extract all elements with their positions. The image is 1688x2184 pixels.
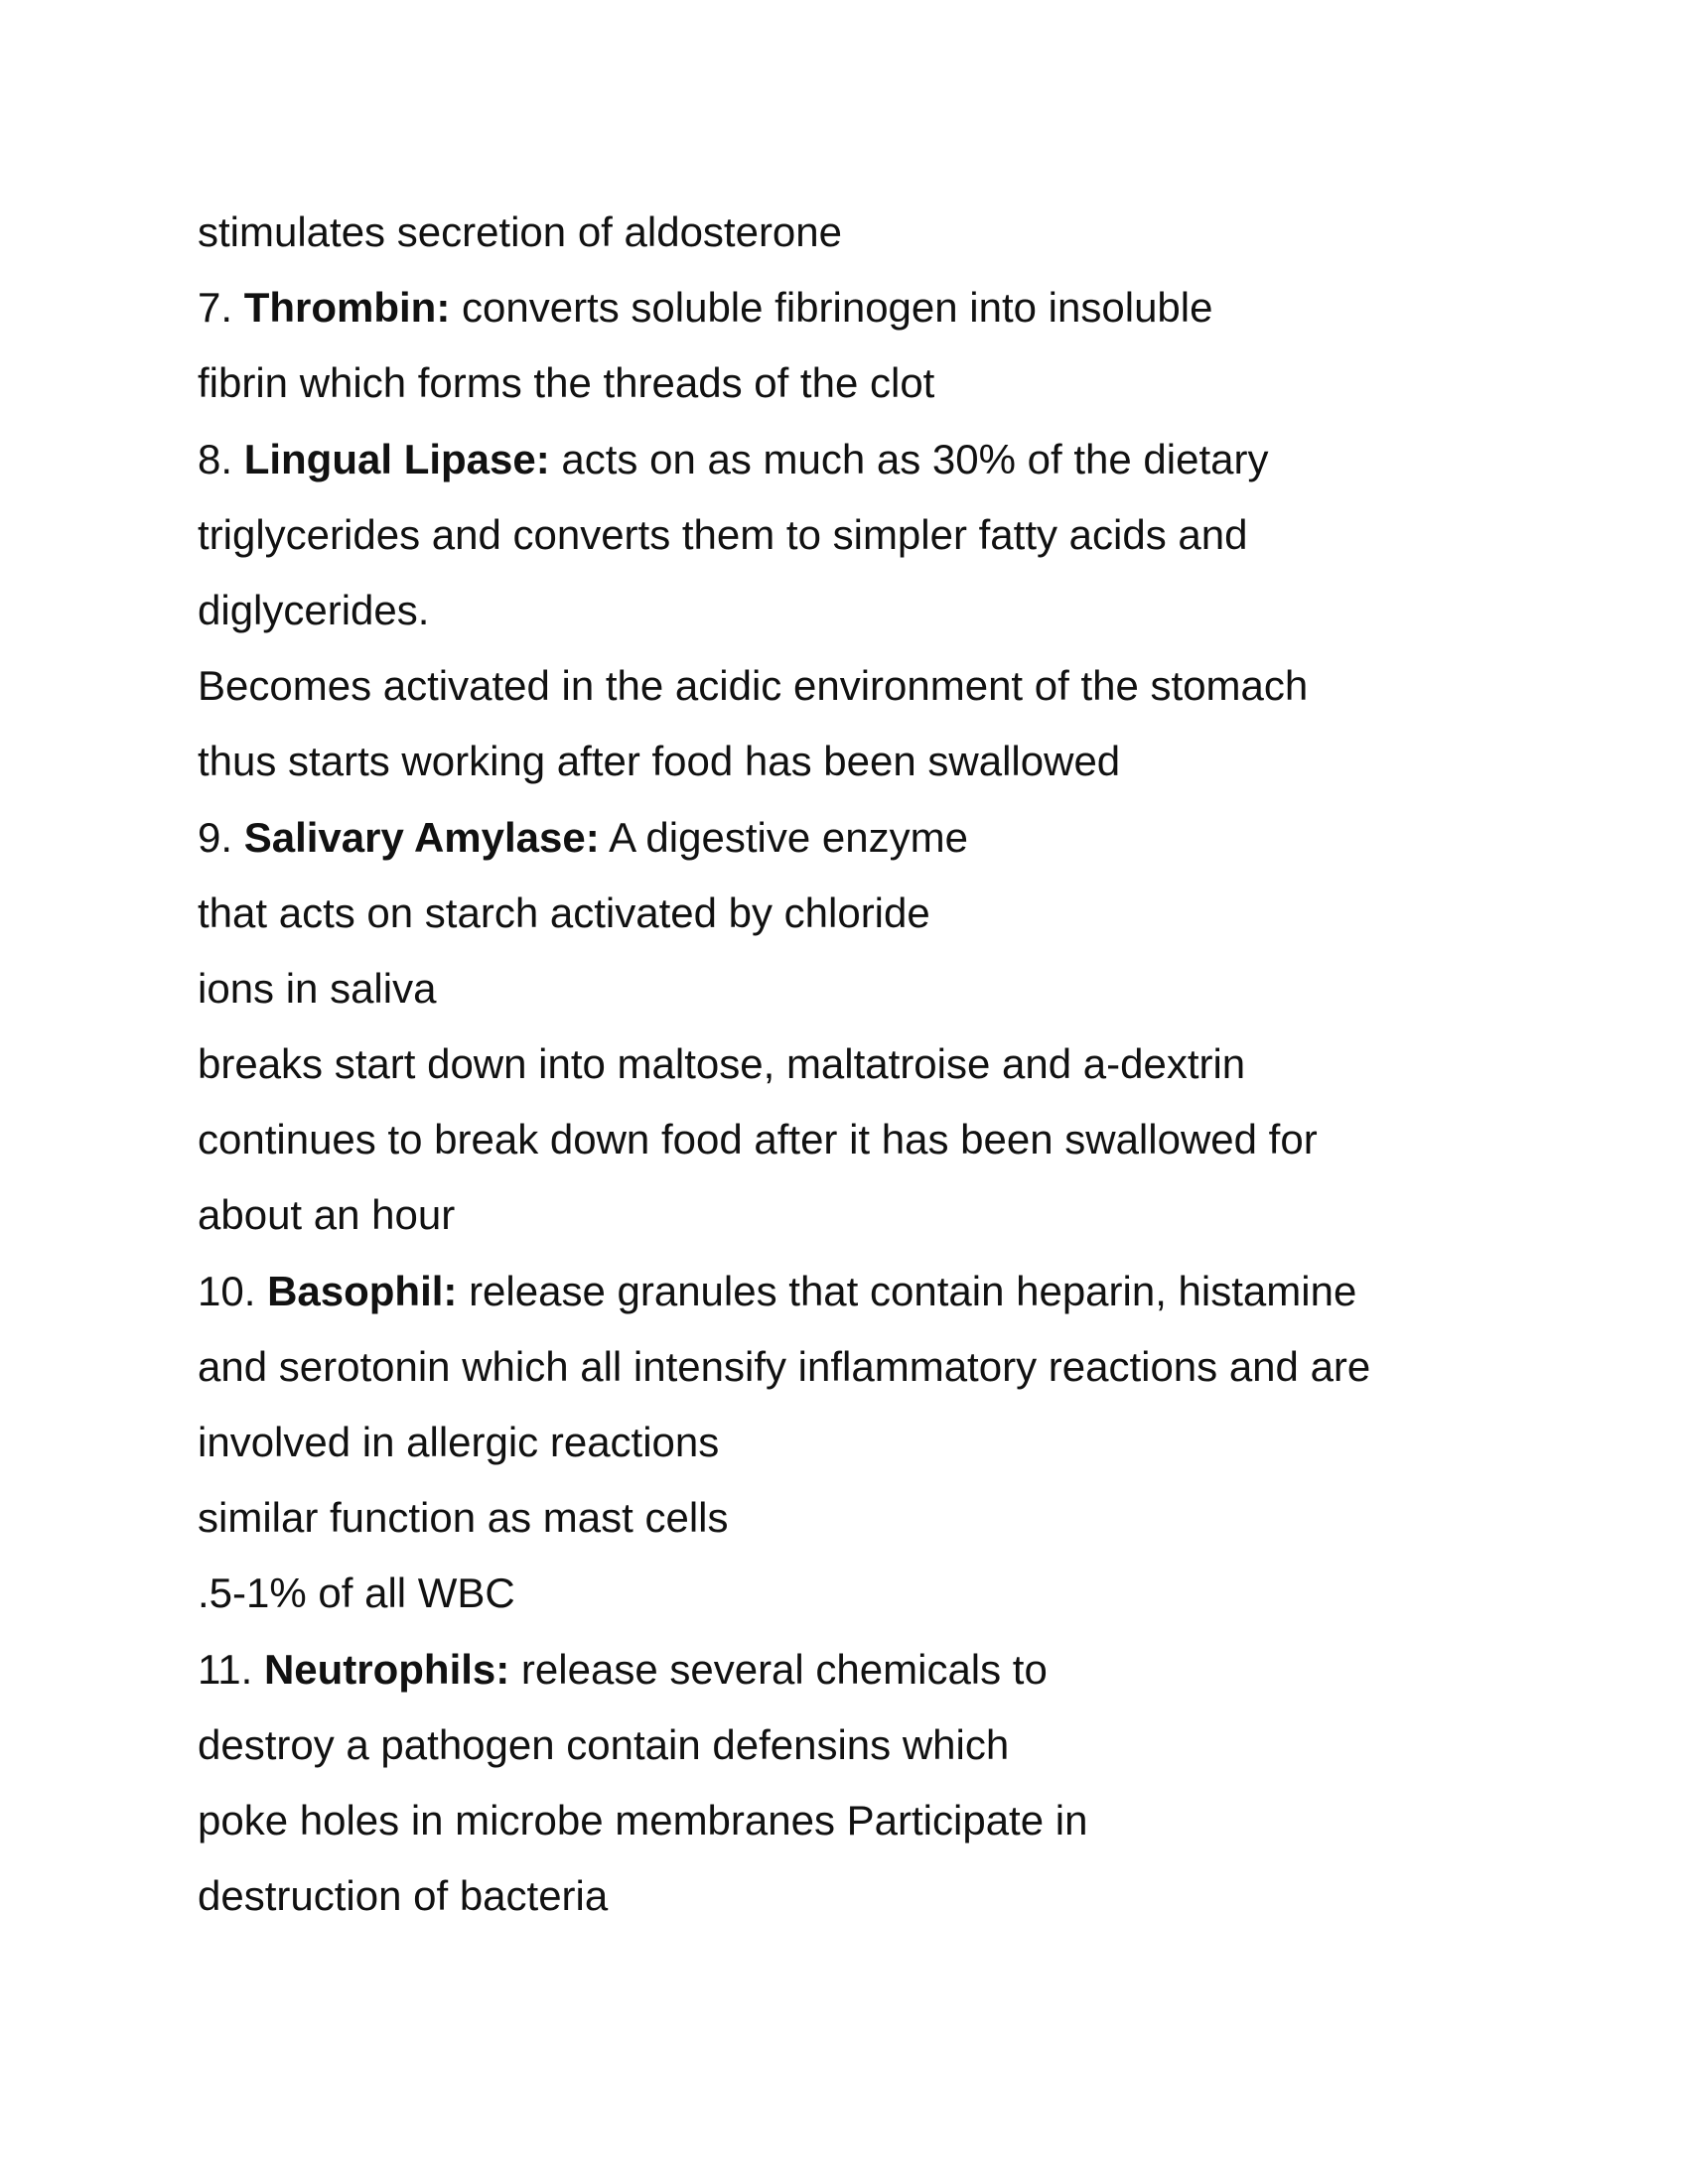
item-text: similar function as mast cells (198, 1494, 729, 1542)
item-number: 8. (198, 435, 244, 482)
text-line (198, 1026, 1568, 1102)
text-line (198, 195, 1568, 270)
item-text: destruction of bacteria (198, 1872, 609, 1920)
text-line (198, 573, 1568, 648)
item-text: release granules that contain heparin, histamine (457, 1267, 1357, 1314)
document-body (198, 195, 1568, 1934)
item-text: Becomes activated in the acidic environment of the stomach (198, 662, 1309, 710)
item-text: involved in allergic reactions (198, 1419, 720, 1465)
item-number: 7. (198, 284, 244, 332)
text-line (198, 1858, 1568, 1934)
item-text: continues to break down food after it has been swallowed for (198, 1116, 1318, 1163)
text-line (198, 1556, 1568, 1631)
item-text: A digestive enzyme (599, 813, 968, 861)
item-number: 10. (198, 1267, 268, 1314)
item-text: that acts on starch activated by chloride (198, 888, 930, 936)
item-term: Neutrophils: (263, 1645, 510, 1693)
text-line (198, 345, 1568, 421)
item-text: and serotonin which all intensify inflammatory reactions and are (198, 1342, 1371, 1390)
item-text: .5-1% of all WBC (198, 1570, 515, 1617)
item-text: release several chemicals to (509, 1645, 1048, 1693)
text-line (198, 1707, 1568, 1783)
item-text: acts on as much as 30% of the dietary (549, 435, 1269, 482)
text-line (198, 1254, 1568, 1329)
text-line (198, 648, 1568, 724)
item-text: converts soluble fibrinogen into insoluble (450, 284, 1213, 332)
text-line (198, 876, 1568, 951)
text-line (198, 951, 1568, 1026)
item-text: about an hour (198, 1191, 456, 1239)
item-text: stimulates secretion of aldosterone (198, 208, 843, 255)
item-number: 11. (198, 1645, 264, 1693)
item-term: Basophil: (267, 1267, 458, 1314)
item-text: destroy a pathogen contain defensins which (198, 1720, 1010, 1768)
item-text: fibrin which forms the threads of the clot (198, 359, 935, 407)
item-term: Thrombin: (243, 284, 451, 332)
text-line (198, 800, 1568, 876)
text-line (198, 1329, 1568, 1405)
text-line (198, 497, 1568, 573)
text-line (198, 1405, 1568, 1480)
item-text: breaks start down into maltose, maltatroise and a-dextrin (198, 1040, 1246, 1088)
text-line (198, 1783, 1568, 1858)
text-line (198, 1480, 1568, 1556)
item-text: thus starts working after food has been swallowed (198, 738, 1121, 785)
text-line (198, 1102, 1568, 1177)
item-text: diglycerides. (198, 586, 430, 633)
item-text: poke holes in microbe membranes Participate in (198, 1796, 1088, 1843)
text-line (198, 422, 1568, 497)
text-line (198, 1632, 1568, 1707)
item-text: ions in saliva (198, 964, 437, 1012)
item-term: Salivary Amylase: (243, 813, 600, 861)
item-text: triglycerides and converts them to simpler fatty acids and (198, 510, 1248, 558)
text-line (198, 1177, 1568, 1253)
item-term: Lingual Lipase: (243, 435, 550, 482)
text-line (198, 724, 1568, 799)
item-number: 9. (198, 813, 244, 861)
text-line (198, 270, 1568, 345)
